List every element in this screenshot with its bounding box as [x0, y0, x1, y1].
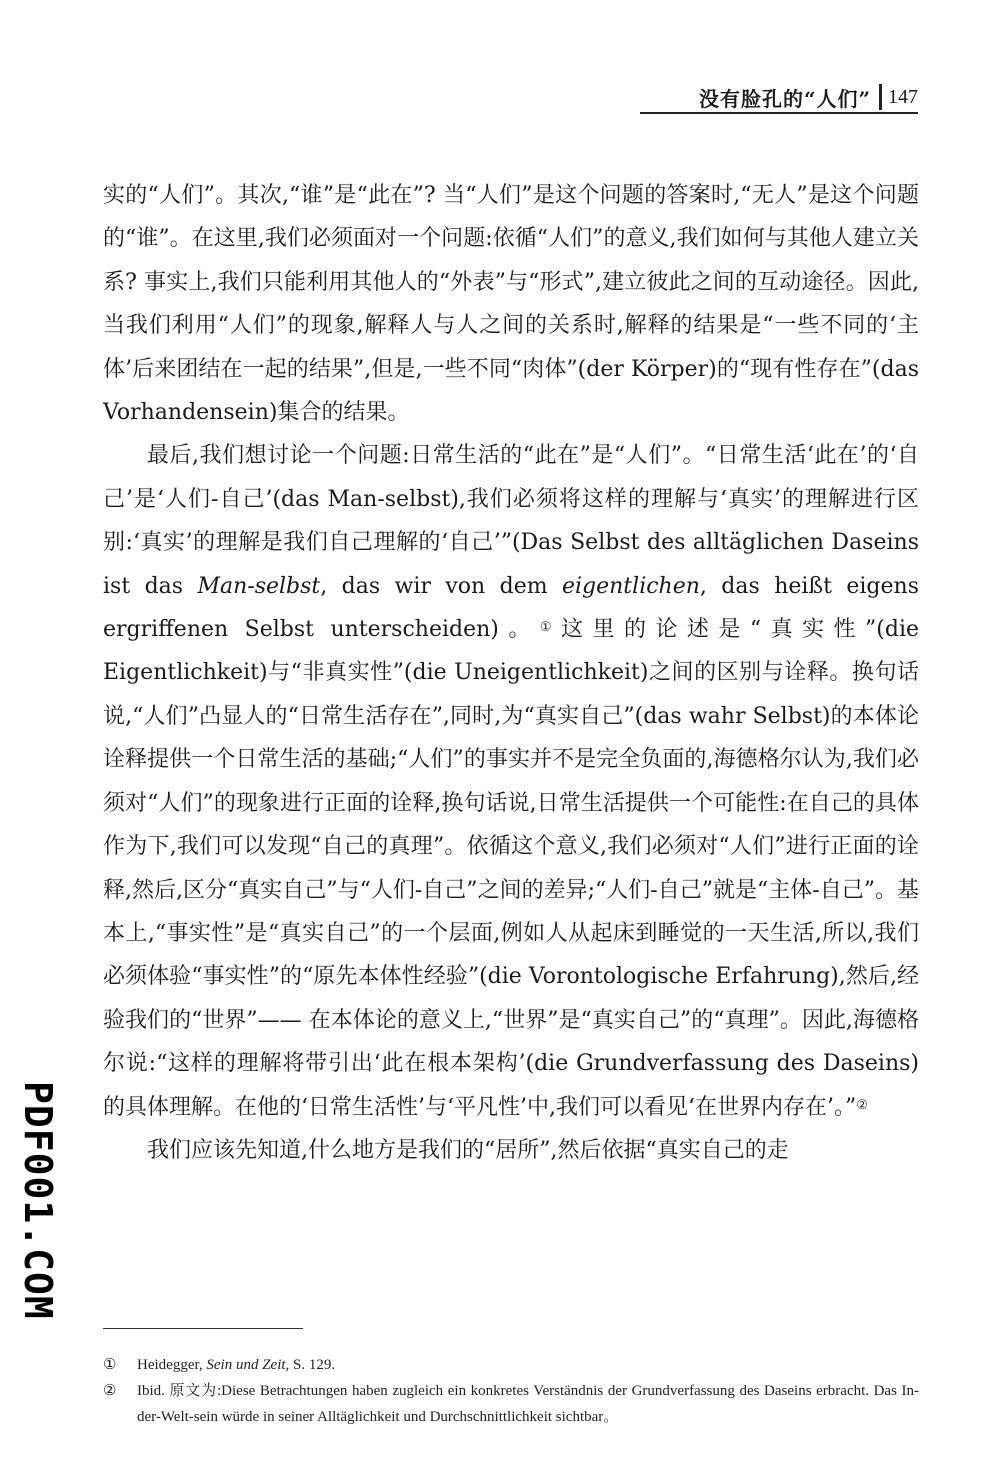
- watermark-text: PDF001.COM: [16, 1080, 60, 1320]
- footnote-2-mark: ②: [103, 1383, 117, 1399]
- footnote-ref-1[interactable]: ①: [539, 620, 561, 636]
- body-text: [103, 174, 919, 1172]
- paragraph-2-text-a: 最后,我们想讨论一个问题:日常生活的“此在”是“人们”。“日常生活‘此在’的‘自己’是‘人们-自己’(das Man-selbst),我们必须将这样的理解与‘真实’的理解进行区别:‘真实’的理解是我们自己理解的‘自己’”(Das Selbst des alltäglichen Daseins ist das: [103, 443, 919, 599]
- watermark: [18, 1075, 58, 1325]
- footnote-1-author: Heidegger,: [137, 1357, 207, 1373]
- paragraph-2-text-b: , das wir von dem: [320, 573, 562, 599]
- paragraph-2-text-d: 这里的论述是“真实性”(die Eigentlichkeit)与“非真实性”(die Uneigentlichkeit)之间的区别与诠释。换句话说,“人们”凸显人的“日常生活存在”,同时,为“真实自己”(das wahr Selbst)的本体论诠释提供一个日常生活的基础;“人们”的事实并不是完全负面的,海德格尔认为,我们必须对“人们”的现象进行正面的诠释,换句话说,日常生活提供一个可能性:在自己的具体作为下,我们可以发现“自己的真理”。依循这个意义,我们必须对“人们”进行正面的诠释,然后,区分“真实自己”与“人们-自己”之间的差异;“人们-自己”就是“主体-自己”。基本上,“事实性”是“真实自己”的一个层面,例如人从起床到睡觉的一天生活,所以,我们必须体验“事实性”的“原先本体性经验”(die Vorontologische Erfahrung),然后,经验我们的“世界”—— 在本体论的意义上,“世界”是“真实自己”的“真理”。因此,海德格尔说:“这样的理解将带引出‘此在根本架构’(die Grundverfassung des Daseins)的具体理解。在他的‘日常生活性’与‘平凡性’中,我们可以看见‘在世界内存在’。”: [103, 617, 920, 1120]
- footnote-ref-2[interactable]: ②: [856, 1097, 868, 1113]
- paragraph-2-italic-2: eigentlichen: [561, 573, 700, 599]
- running-header: [640, 82, 918, 114]
- chapter-title: 没有脸孔的“人们”: [698, 86, 871, 111]
- footnote-1-mark: ①: [103, 1357, 117, 1373]
- footnote-1-page: , S. 129.: [285, 1357, 336, 1373]
- footnote-2: [103, 1378, 919, 1430]
- footnote-1-book: Sein und Zeit: [206, 1357, 286, 1373]
- footnotes: [103, 1352, 919, 1430]
- footnote-1: [103, 1352, 919, 1378]
- paragraph-2-italic-1: Man-selbst: [197, 573, 321, 599]
- page-number: 147: [888, 85, 918, 108]
- footnote-2-text: Ibid. 原文为:Diese Betrachtungen haben zugleich ein konkretes Verständnis der Grundverfassung des Daseins erbracht. Das In-der-Welt-sein würde in seiner Alltäglichkeit und Durchschnittlichkeit sichtbar。: [137, 1383, 919, 1425]
- paragraph-2-text-c: , das heißt eigens ergriffenen Selbst unterscheiden)。: [103, 573, 919, 643]
- footnote-rule: [103, 1328, 303, 1329]
- paragraph-2: [103, 434, 919, 1129]
- footnote-1-text: [137, 1352, 919, 1378]
- header-divider: [879, 84, 882, 110]
- paragraph-3: 我们应该先知道,什么地方是我们的“居所”,然后依据“真实自己的走: [147, 1137, 789, 1163]
- paragraph-1: 实的“人们”。其次,“谁”是“此在”? 当“人们”是这个问题的答案时,“无人”是这个问题的“谁”。在这里,我们必须面对一个问题:依循“人们”的意义,我们如何与其他人建立关系? 事实上,我们只能利用其他人的“外表”与“形式”,建立彼此之间的互动途径。因此,当我们利用“人们”的现象,解释人与人之间的关系时,解释的结果是“一些不同的‘主体’后来团结在一起的结果”,但是,一些不同“肉体”(der Körper)的“现有性存在”(das Vorhandensein)集合的结果。: [103, 183, 919, 426]
